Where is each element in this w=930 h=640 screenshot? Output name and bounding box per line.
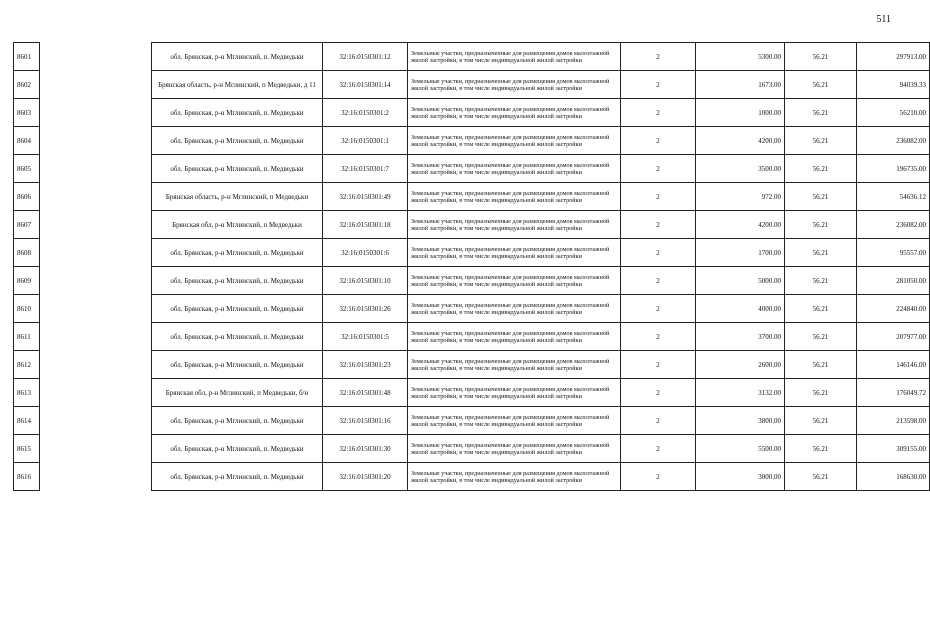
address-cell: Брянская обл, р-н Мглинский, п Медведьки xyxy=(152,211,323,239)
area-cell: 3500.00 xyxy=(696,155,785,183)
group-cell: 2 xyxy=(621,351,696,379)
cadastral-number-cell: 32:16:0150301:48 xyxy=(323,379,408,407)
table-row xyxy=(14,295,930,323)
land-use-category-cell: Земельные участки, предназначенные для размещения домов малоэтажной жилой застройки, в том числе индивидуальной жилой застройки xyxy=(408,323,621,351)
group-cell: 2 xyxy=(621,43,696,71)
specific-value-cell: 56.21 xyxy=(785,43,857,71)
area-cell: 2600.00 xyxy=(696,351,785,379)
table-row xyxy=(14,71,930,99)
row-number: 8605 xyxy=(14,155,40,183)
cadastral-number-cell: 32:16:0150301:14 xyxy=(323,71,408,99)
table-row xyxy=(14,211,930,239)
cadastral-value-cell: 95557.00 xyxy=(857,239,930,267)
row-number: 8603 xyxy=(14,99,40,127)
table-row xyxy=(14,379,930,407)
specific-value-cell: 56.21 xyxy=(785,379,857,407)
address-cell: обл. Брянская, р-н Мглинский, п. Медведьки xyxy=(152,239,323,267)
group-cell: 2 xyxy=(621,155,696,183)
address-cell: Брянская область, р-н Мглинский, п Медведьки xyxy=(152,183,323,211)
specific-value-cell: 56.21 xyxy=(785,407,857,435)
row-number: 8604 xyxy=(14,127,40,155)
cadastral-value-cell: 236082.00 xyxy=(857,127,930,155)
area-cell: 5300.00 xyxy=(696,43,785,71)
cadastral-value-cell: 207977.00 xyxy=(857,323,930,351)
group-cell: 2 xyxy=(621,71,696,99)
table-row xyxy=(14,407,930,435)
land-use-category-cell: Земельные участки, предназначенные для размещения домов малоэтажной жилой застройки, в том числе индивидуальной жилой застройки xyxy=(408,267,621,295)
land-use-category-cell: Земельные участки, предназначенные для размещения домов малоэтажной жилой застройки, в том числе индивидуальной жилой застройки xyxy=(408,43,621,71)
address-cell: обл. Брянская, р-н Мглинский, п. Медведьки xyxy=(152,351,323,379)
land-use-category-cell: Земельные участки, предназначенные для размещения домов малоэтажной жилой застройки, в том числе индивидуальной жилой застройки xyxy=(408,155,621,183)
cadastral-value-table xyxy=(13,42,930,491)
table-row xyxy=(14,323,930,351)
area-cell: 3132.00 xyxy=(696,379,785,407)
cadastral-number-cell: 32:16:0150301:5 xyxy=(323,323,408,351)
land-use-category-cell: Земельные участки, предназначенные для размещения домов малоэтажной жилой застройки, в том числе индивидуальной жилой застройки xyxy=(408,435,621,463)
cadastral-value-cell: 213598.00 xyxy=(857,407,930,435)
cadastral-number-cell: 32:16:0150301:18 xyxy=(323,211,408,239)
cadastral-number-cell: 32:16:0150301:2 xyxy=(323,99,408,127)
cadastral-value-cell: 168630.00 xyxy=(857,463,930,491)
address-cell: обл. Брянская, р-н Мглинский, п. Медведьки xyxy=(152,323,323,351)
cadastral-number-cell: 32:16:0150301:7 xyxy=(323,155,408,183)
group-cell: 2 xyxy=(621,183,696,211)
group-cell: 2 xyxy=(621,99,696,127)
table-row xyxy=(14,183,930,211)
specific-value-cell: 56.21 xyxy=(785,183,857,211)
row-number: 8601 xyxy=(14,43,40,71)
cadastral-value-cell: 309155.00 xyxy=(857,435,930,463)
specific-value-cell: 56.21 xyxy=(785,99,857,127)
empty-cell xyxy=(40,155,152,183)
area-cell: 972.00 xyxy=(696,183,785,211)
land-use-category-cell: Земельные участки, предназначенные для размещения домов малоэтажной жилой застройки, в том числе индивидуальной жилой застройки xyxy=(408,71,621,99)
cadastral-number-cell: 32:16:0150301:49 xyxy=(323,183,408,211)
address-cell: обл. Брянская, р-н Мглинский, п. Медведьки xyxy=(152,99,323,127)
row-number: 8611 xyxy=(14,323,40,351)
empty-cell xyxy=(40,407,152,435)
row-number: 8615 xyxy=(14,435,40,463)
empty-cell xyxy=(40,351,152,379)
empty-cell xyxy=(40,267,152,295)
land-use-category-cell: Земельные участки, предназначенные для размещения домов малоэтажной жилой застройки, в том числе индивидуальной жилой застройки xyxy=(408,407,621,435)
row-number: 8616 xyxy=(14,463,40,491)
cadastral-number-cell: 32:16:0150301:6 xyxy=(323,239,408,267)
empty-cell xyxy=(40,211,152,239)
group-cell: 2 xyxy=(621,379,696,407)
area-cell: 5500.00 xyxy=(696,435,785,463)
cadastral-number-cell: 32:16:0150301:26 xyxy=(323,295,408,323)
land-use-category-cell: Земельные участки, предназначенные для размещения домов малоэтажной жилой застройки, в том числе индивидуальной жилой застройки xyxy=(408,463,621,491)
empty-cell xyxy=(40,295,152,323)
group-cell: 2 xyxy=(621,239,696,267)
group-cell: 2 xyxy=(621,323,696,351)
group-cell: 2 xyxy=(621,127,696,155)
cadastral-number-cell: 32:16:0150301:16 xyxy=(323,407,408,435)
group-cell: 2 xyxy=(621,211,696,239)
specific-value-cell: 56.21 xyxy=(785,211,857,239)
row-number: 8612 xyxy=(14,351,40,379)
cadastral-value-cell: 236082.00 xyxy=(857,211,930,239)
cadastral-number-cell: 32:16:0150301:1 xyxy=(323,127,408,155)
area-cell: 3700.00 xyxy=(696,323,785,351)
row-number: 8606 xyxy=(14,183,40,211)
specific-value-cell: 56.21 xyxy=(785,267,857,295)
empty-cell xyxy=(40,463,152,491)
area-cell: 1673.00 xyxy=(696,71,785,99)
specific-value-cell: 56.21 xyxy=(785,127,857,155)
row-number: 8614 xyxy=(14,407,40,435)
table-row xyxy=(14,351,930,379)
address-cell: обл. Брянская, р-н Мглинский, п. Медведьки xyxy=(152,127,323,155)
cadastral-value-cell: 176049.72 xyxy=(857,379,930,407)
group-cell: 2 xyxy=(621,295,696,323)
empty-cell xyxy=(40,379,152,407)
area-cell: 4200.00 xyxy=(696,127,785,155)
table-row xyxy=(14,239,930,267)
empty-cell xyxy=(40,99,152,127)
table-row xyxy=(14,463,930,491)
land-use-category-cell: Земельные участки, предназначенные для размещения домов малоэтажной жилой застройки, в том числе индивидуальной жилой застройки xyxy=(408,99,621,127)
area-cell: 4000.00 xyxy=(696,295,785,323)
address-cell: Брянская обл, р-н Мглинский, п Медведьки, б/н xyxy=(152,379,323,407)
empty-cell xyxy=(40,43,152,71)
row-number: 8608 xyxy=(14,239,40,267)
cadastral-number-cell: 32:16:0150301:30 xyxy=(323,435,408,463)
cadastral-number-cell: 32:16:0150301:12 xyxy=(323,43,408,71)
group-cell: 2 xyxy=(621,463,696,491)
empty-cell xyxy=(40,323,152,351)
row-number: 8613 xyxy=(14,379,40,407)
cadastral-value-cell: 56210.00 xyxy=(857,99,930,127)
empty-cell xyxy=(40,183,152,211)
area-cell: 5000.00 xyxy=(696,267,785,295)
specific-value-cell: 56.21 xyxy=(785,71,857,99)
specific-value-cell: 56.21 xyxy=(785,323,857,351)
specific-value-cell: 56.21 xyxy=(785,435,857,463)
land-use-category-cell: Земельные участки, предназначенные для размещения домов малоэтажной жилой застройки, в том числе индивидуальной жилой застройки xyxy=(408,239,621,267)
cadastral-value-cell: 281050.00 xyxy=(857,267,930,295)
table-row xyxy=(14,99,930,127)
table-row xyxy=(14,127,930,155)
address-cell: обл. Брянская, р-н Мглинский, п. Медведьки xyxy=(152,407,323,435)
address-cell: обл. Брянская, р-н Мглинский, п. Медведьки xyxy=(152,295,323,323)
cadastral-value-cell: 54636.12 xyxy=(857,183,930,211)
address-cell: Брянская область, р-н Мглинский, п Медведьки, д 11 xyxy=(152,71,323,99)
specific-value-cell: 56.21 xyxy=(785,351,857,379)
cadastral-value-cell: 196735.00 xyxy=(857,155,930,183)
row-number: 8602 xyxy=(14,71,40,99)
area-cell: 4200.00 xyxy=(696,211,785,239)
specific-value-cell: 56.21 xyxy=(785,295,857,323)
cadastral-value-cell: 146146.00 xyxy=(857,351,930,379)
address-cell: обл. Брянская, р-н Мглинский, п. Медведьки xyxy=(152,43,323,71)
group-cell: 2 xyxy=(621,267,696,295)
area-cell: 3000.00 xyxy=(696,463,785,491)
page-number: 511 xyxy=(876,14,891,25)
row-number: 8610 xyxy=(14,295,40,323)
group-cell: 2 xyxy=(621,435,696,463)
table-row xyxy=(14,155,930,183)
empty-cell xyxy=(40,127,152,155)
cadastral-value-cell: 297913.00 xyxy=(857,43,930,71)
area-cell: 3800.00 xyxy=(696,407,785,435)
cadastral-number-cell: 32:16:0150301:10 xyxy=(323,267,408,295)
land-use-category-cell: Земельные участки, предназначенные для размещения домов малоэтажной жилой застройки, в том числе индивидуальной жилой застройки xyxy=(408,351,621,379)
group-cell: 2 xyxy=(621,407,696,435)
cadastral-value-cell: 94039.33 xyxy=(857,71,930,99)
cadastral-number-cell: 32:16:0150301:23 xyxy=(323,351,408,379)
specific-value-cell: 56.21 xyxy=(785,239,857,267)
area-cell: 1000.00 xyxy=(696,99,785,127)
area-cell: 1700.00 xyxy=(696,239,785,267)
land-use-category-cell: Земельные участки, предназначенные для размещения домов малоэтажной жилой застройки, в том числе индивидуальной жилой застройки xyxy=(408,379,621,407)
land-use-category-cell: Земельные участки, предназначенные для размещения домов малоэтажной жилой застройки, в том числе индивидуальной жилой застройки xyxy=(408,183,621,211)
row-number: 8609 xyxy=(14,267,40,295)
row-number: 8607 xyxy=(14,211,40,239)
specific-value-cell: 56.21 xyxy=(785,463,857,491)
address-cell: обл. Брянская, р-н Мглинский, п. Медведьки xyxy=(152,463,323,491)
address-cell: обл. Брянская, р-н Мглинский, п. Медведьки xyxy=(152,267,323,295)
empty-cell xyxy=(40,435,152,463)
empty-cell xyxy=(40,71,152,99)
land-use-category-cell: Земельные участки, предназначенные для размещения домов малоэтажной жилой застройки, в том числе индивидуальной жилой застройки xyxy=(408,295,621,323)
specific-value-cell: 56.21 xyxy=(785,155,857,183)
land-use-category-cell: Земельные участки, предназначенные для размещения домов малоэтажной жилой застройки, в том числе индивидуальной жилой застройки xyxy=(408,211,621,239)
table-row xyxy=(14,267,930,295)
empty-cell xyxy=(40,239,152,267)
land-use-category-cell: Земельные участки, предназначенные для размещения домов малоэтажной жилой застройки, в том числе индивидуальной жилой застройки xyxy=(408,127,621,155)
address-cell: обл. Брянская, р-н Мглинский, п. Медведьки xyxy=(152,435,323,463)
table-row xyxy=(14,43,930,71)
address-cell: обл. Брянская, р-н Мглинский, п. Медведьки xyxy=(152,155,323,183)
cadastral-value-cell: 224840.00 xyxy=(857,295,930,323)
cadastral-number-cell: 32:16:0150301:20 xyxy=(323,463,408,491)
table-row xyxy=(14,435,930,463)
